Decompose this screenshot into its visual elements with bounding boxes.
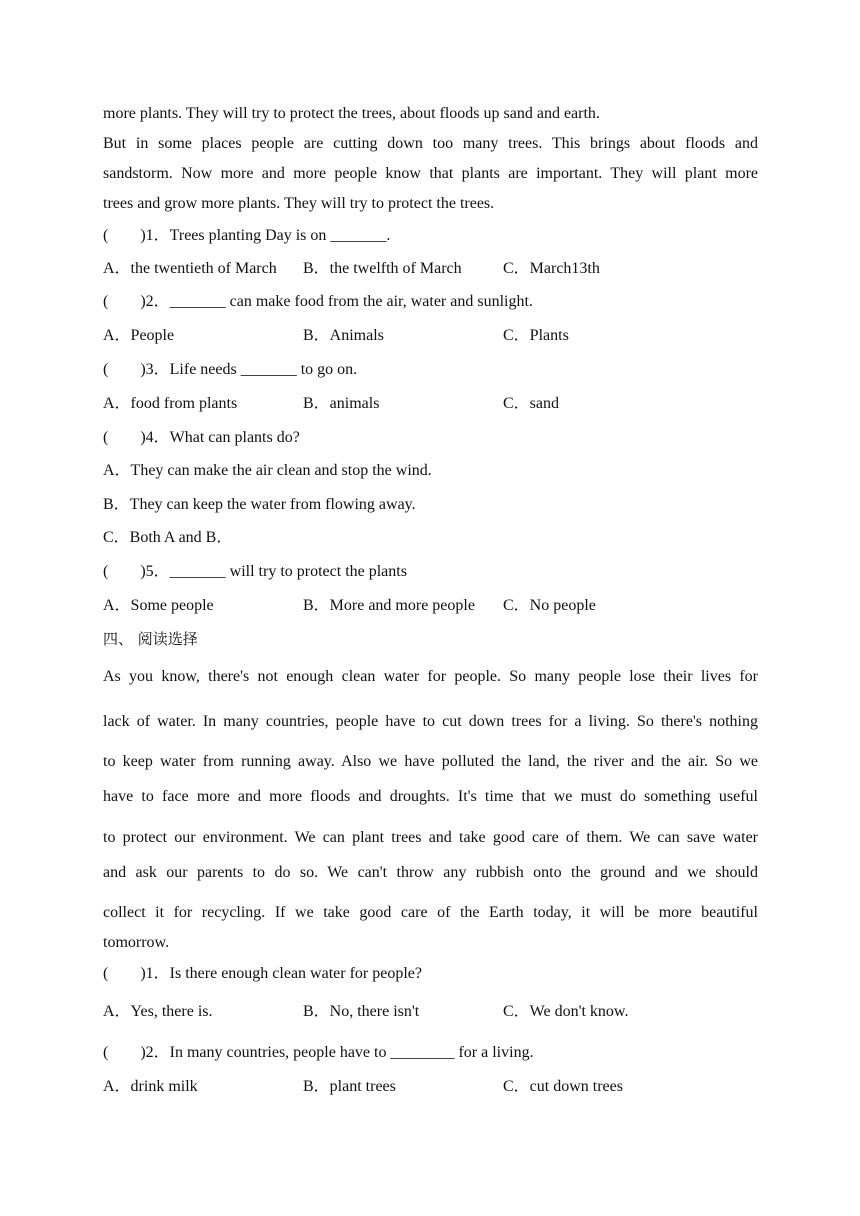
passage-line: As you know, there's not enough clean water for people. So many people lose their lives for [103,668,758,685]
option-c: C．We don't know. [503,1003,629,1020]
option-a: A．the twentieth of March [103,260,277,277]
passage-line: more plants. They will try to protect the trees, about floods up sand and earth. [103,105,600,122]
option-c: C．cut down trees [503,1078,623,1095]
passage-line: have to face more and more floods and droughts. It's time that we must do something useful [103,788,758,805]
option-a: A．Yes, there is. [103,1003,213,1020]
passage-line: collect it for recycling. If we take good care of the Earth today, it will be more beautiful [103,904,758,921]
question-stem: ( )2．_______ can make food from the air, water and sunlight. [103,293,533,310]
question-stem: ( )1．Trees planting Day is on _______. [103,227,391,244]
option-c: C．Both A and B． [103,529,233,546]
passage-line: tomorrow. [103,934,170,951]
option-c: C．March13th [503,260,600,277]
option-b: B．More and more people [303,597,475,614]
passage-line: sandstorm. Now more and more people know that plants are important. They will plant more [103,165,758,182]
passage-line: to protect our environment. We can plant trees and take good care of them. We can save water [103,829,758,846]
option-c: C．No people [503,597,596,614]
option-b: B．No, there isn't [303,1003,420,1020]
option-a: A．People [103,327,175,344]
option-a: A．drink milk [103,1078,198,1095]
question-stem: ( )5．_______ will try to protect the plants [103,563,407,580]
passage-line: lack of water. In many countries, people have to cut down trees for a living. So there's nothing [103,713,758,730]
option-c: C．sand [503,395,560,412]
question-stem: ( )2．In many countries, people have to ________ for a living. [103,1044,534,1061]
passage-line: to keep water from running away. Also we have polluted the land, the river and the air. So we [103,753,758,770]
option-b: B．animals [303,395,380,412]
question-stem: ( )3．Life needs _______ to go on. [103,361,358,378]
question-stem: ( )4．What can plants do? [103,429,300,446]
passage-line: trees and grow more plants. They will try to protect the trees. [103,195,495,212]
option-a: A．They can make the air clean and stop the wind. [103,462,432,479]
option-a: A．food from plants [103,395,238,412]
section-heading: 四、 阅读选择 [103,630,198,648]
passage-line: and ask our parents to do so. We can't throw any rubbish onto the ground and we should [103,864,758,881]
option-b: B．Animals [303,327,384,344]
option-a: A．Some people [103,597,214,614]
option-b: B．plant trees [303,1078,396,1095]
option-c: C．Plants [503,327,569,344]
option-b: B．They can keep the water from flowing away. [103,496,416,513]
option-b: B．the twelfth of March [303,260,462,277]
passage-line: But in some places people are cutting down too many trees. This brings about floods and [103,135,758,152]
question-stem: ( )1．Is there enough clean water for people? [103,965,422,982]
